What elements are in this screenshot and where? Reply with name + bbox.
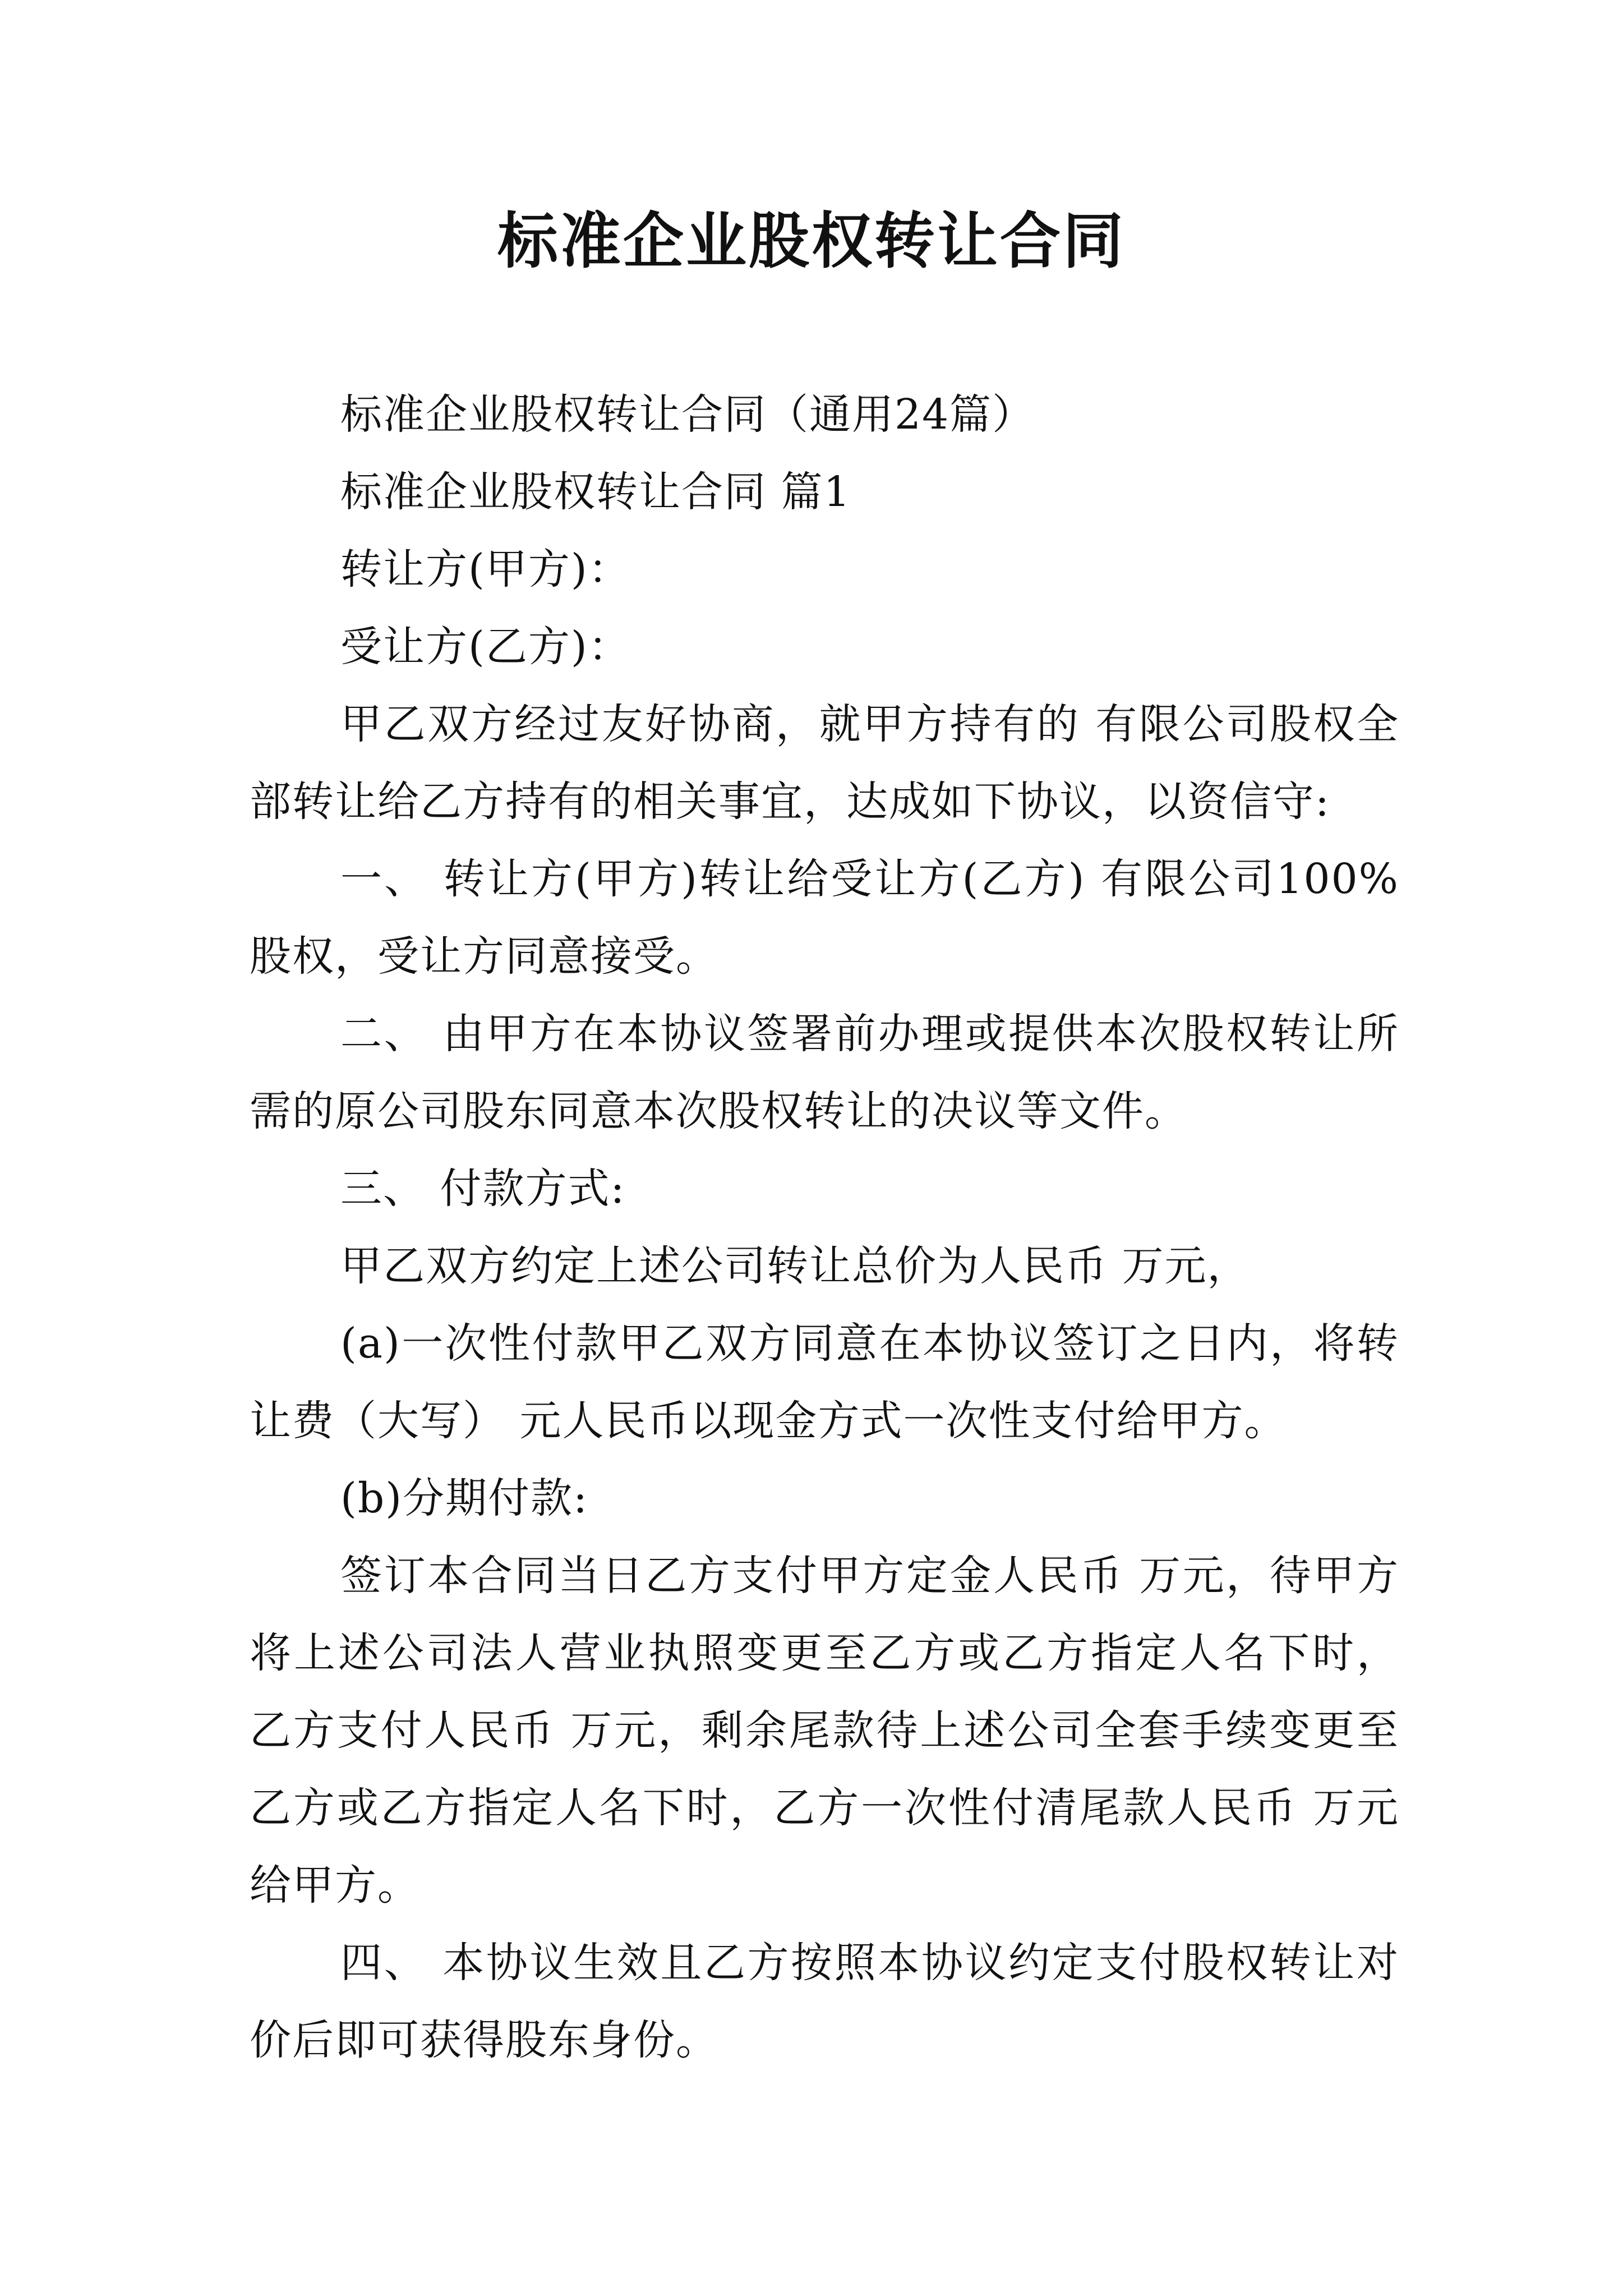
paragraph-installment-details: 签订本合同当日乙方支付甲方定金人民币 万元，待甲方将上述公司法人营业执照变更至乙方或乙方指定人名下时，乙方支付人民币 万元，剩余尾款待上述公司全套手续变更至乙方或乙方指定人名下时，乙方一次性付清尾款人民币 万元给甲方。: [250, 1552, 1399, 1910]
paragraph-lump-sum: (a)一次性付款甲乙双方同意在本协议签订之日内，将转让费（大写） 元人民币以现金方式一次性支付给甲方。: [250, 1319, 1399, 1445]
paragraph-clause-4: 四、 本协议生效且乙方按照本协议约定支付股权转让对价后即可获得股东身份。: [250, 1939, 1399, 2064]
paragraph-transferor: 转让方(甲方)：: [340, 545, 631, 593]
paragraph-total-price: 甲乙双方约定上述公司转让总价为人民币 万元，: [340, 1242, 1250, 1290]
paragraph-subtitle: 标准企业股权转让合同（通用24篇）: [340, 390, 1035, 439]
paragraph-transferee: 受让方(乙方)：: [340, 623, 631, 671]
document-title: 标准企业股权转让合同: [497, 206, 1126, 277]
paragraph-clause-3: 三、 付款方式:: [340, 1165, 626, 1213]
document-body: [250, 376, 1399, 2079]
paragraph-preamble: 甲乙双方经过友好协商，就甲方持有的 有限公司股权全部转让给乙方持有的相关事宜，达成如下协议，以资信守:: [250, 700, 1399, 826]
paragraph-clause-2: 二、 由甲方在本协议签署前办理或提供本次股权转让所需的原公司股东同意本次股权转让的决议等文件。: [250, 1010, 1399, 1135]
paragraph-clause-1: 一、 转让方(甲方)转让给受让方(乙方) 有限公司100%股权，受让方同意接受。: [250, 855, 1399, 981]
paragraph-installment: (b)分期付款:: [340, 1474, 589, 1522]
paragraph-section-heading: 标准企业股权转让合同 篇1: [340, 468, 851, 516]
